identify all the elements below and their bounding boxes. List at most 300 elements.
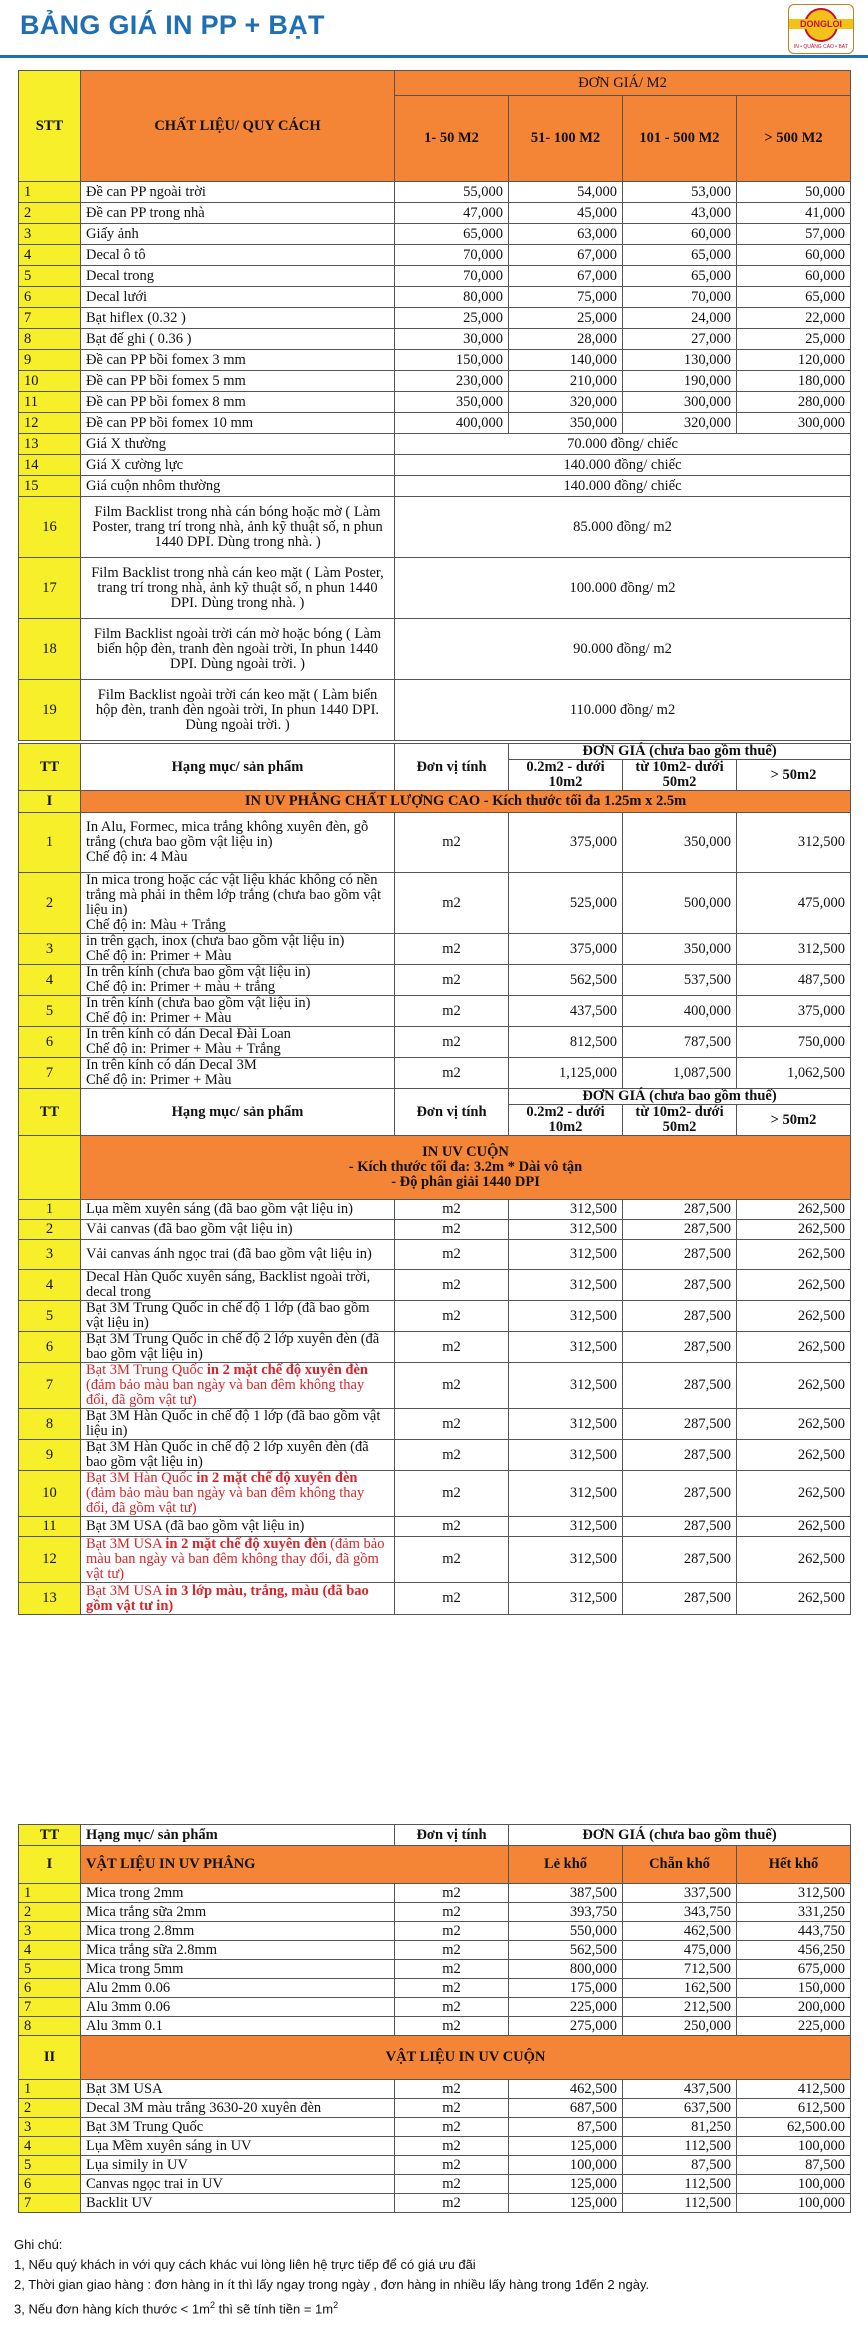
row-price: 87,500 xyxy=(737,2156,851,2175)
header-col-4: > 500 M2 xyxy=(737,96,851,182)
item-desc: Decal Hàn Quốc xuyên sáng, Backlist ngoài trời, decal trong xyxy=(86,1269,371,1300)
row-item: Lụa simily in UV xyxy=(81,2156,395,2175)
row-price: 312,500 xyxy=(509,1200,623,1220)
row-item xyxy=(81,1537,395,1583)
row-price: 70,000 xyxy=(395,266,509,287)
row-price: 60,000 xyxy=(623,224,737,245)
row-item: Alu 2mm 0.06 xyxy=(81,1979,395,1998)
row-price: 140.000 đồng/ chiếc xyxy=(395,455,851,476)
row-item: Alu 3mm 0.06 xyxy=(81,1998,395,2017)
row-price: 312,500 xyxy=(509,1332,623,1363)
row-price: 70,000 xyxy=(623,287,737,308)
row-item xyxy=(81,1200,395,1220)
row-price: 100.000 đồng/ m2 xyxy=(395,558,851,619)
row-price: 67,000 xyxy=(509,266,623,287)
row-item xyxy=(81,1332,395,1363)
page-title: BẢNG GIÁ IN PP + BẠT xyxy=(20,10,325,40)
table-row xyxy=(19,2175,851,2194)
row-tt: 6 xyxy=(19,2175,81,2194)
row-price: 262,500 xyxy=(737,1240,851,1270)
row-tt: 5 xyxy=(19,996,81,1027)
row-price: 812,500 xyxy=(509,1027,623,1058)
table-row xyxy=(19,1903,851,1922)
row-price: 150,000 xyxy=(395,350,509,371)
row-price: 190,000 xyxy=(623,371,737,392)
item-desc: In trên kính (chưa bao gồm vật liệu in) xyxy=(86,995,311,1011)
table-row xyxy=(19,266,851,287)
row-price: 212,500 xyxy=(623,1998,737,2017)
row-price: 67,000 xyxy=(509,245,623,266)
row-price: 27,000 xyxy=(623,329,737,350)
item-desc: Bạt 3M USA xyxy=(86,1582,166,1599)
row-price: 28,000 xyxy=(509,329,623,350)
row-price: 112,500 xyxy=(623,2194,737,2213)
uv-header-c3: > 50m2 xyxy=(737,760,851,791)
row-price: 375,000 xyxy=(509,813,623,873)
row-price: 712,500 xyxy=(623,1960,737,1979)
table-row xyxy=(19,2099,851,2118)
row-item: Mica trong 5mm xyxy=(81,1960,395,1979)
note-2: 2, Thời gian giao hàng : đơn hàng in ít thì lấy ngay trong ngày , đơn hàng in nhiều lấy hàng trong 1đến 2 ngày. xyxy=(14,2277,650,2292)
row-price: 100,000 xyxy=(737,2175,851,2194)
row-price: 65,000 xyxy=(395,224,509,245)
row-price: 331,250 xyxy=(737,1903,851,1922)
row-tt: 11 xyxy=(19,1517,81,1537)
row-price: 53,000 xyxy=(623,182,737,203)
row-tt: 8 xyxy=(19,1409,81,1440)
row-tt: 7 xyxy=(19,1998,81,2017)
row-unit: m2 xyxy=(395,1537,509,1583)
table-row xyxy=(19,1517,851,1537)
table-row xyxy=(19,224,851,245)
row-price: 350,000 xyxy=(509,413,623,434)
row-price: 262,500 xyxy=(737,1200,851,1220)
row-price: 375,000 xyxy=(509,934,623,965)
row-item: Alu 3mm 0.1 xyxy=(81,2017,395,2036)
row-item xyxy=(81,1440,395,1471)
row-price: 287,500 xyxy=(623,1332,737,1363)
row-tt: 1 xyxy=(19,1200,81,1220)
notes-title: Ghi chú: xyxy=(14,2237,63,2252)
mat-header-don-gia: ĐƠN GIÁ (chưa bao gồm thuế) xyxy=(509,1825,851,1846)
row-unit: m2 xyxy=(395,1409,509,1440)
row-price: 60,000 xyxy=(737,266,851,287)
row-price: 312,500 xyxy=(509,1409,623,1440)
table-row xyxy=(19,1440,851,1471)
item-desc: In mica trong hoặc các vật liệu khác không có nền trắng mà phải in thêm lớp trắng (chưa bao gồm vật liệu in) xyxy=(86,872,381,918)
item-desc: Bạt 3M Trung Quốc in chế độ 1 lớp (đã bao gồm vật liệu in) xyxy=(86,1300,370,1331)
row-tt: 2 xyxy=(19,2099,81,2118)
table-row xyxy=(19,2137,851,2156)
row-unit: m2 xyxy=(395,1583,509,1615)
row-price: 287,500 xyxy=(623,1240,737,1270)
row-price: 300,000 xyxy=(737,413,851,434)
table-row xyxy=(19,1301,851,1332)
row-price: 312,500 xyxy=(509,1363,623,1409)
row-unit: m2 xyxy=(395,1027,509,1058)
row-item: Mica trắng sữa 2.8mm xyxy=(81,1941,395,1960)
row-price: 312,500 xyxy=(509,1583,623,1615)
row-material: Film Backlist trong nhà cán bóng hoặc mờ ( Làm Poster, trang trí trong nhà, ảnh kỹ thuật số, n phun 1440 DPI. Dùng trong nhà. ) xyxy=(81,497,395,558)
row-material: Đề can PP trong nhà xyxy=(81,203,395,224)
row-price: 675,000 xyxy=(737,1960,851,1979)
row-price: 70,000 xyxy=(395,245,509,266)
row-item xyxy=(81,1240,395,1270)
row-item xyxy=(81,1027,395,1058)
row-price: 125,000 xyxy=(509,2137,623,2156)
row-price: 25,000 xyxy=(737,329,851,350)
row-price: 287,500 xyxy=(623,1440,737,1471)
row-price: 275,000 xyxy=(509,2017,623,2036)
row-price: 162,500 xyxy=(623,1979,737,1998)
mat-header-don-vi: Đơn vị tính xyxy=(395,1825,509,1846)
table-row xyxy=(19,2156,851,2175)
uv-roll-header-hang-muc: Hạng mục/ sản phẩm xyxy=(81,1089,395,1136)
row-unit: m2 xyxy=(395,1903,509,1922)
row-price: 487,500 xyxy=(737,965,851,996)
row-material: Decal lưới xyxy=(81,287,395,308)
row-item xyxy=(81,1301,395,1332)
brand-logo xyxy=(788,4,854,54)
row-unit: m2 xyxy=(395,813,509,873)
table-row xyxy=(19,455,851,476)
row-price: 312,500 xyxy=(509,1240,623,1270)
row-price: 287,500 xyxy=(623,1220,737,1240)
pp-bat-price-table xyxy=(18,70,851,741)
row-price: 287,500 xyxy=(623,1517,737,1537)
row-price: 54,000 xyxy=(509,182,623,203)
item-desc: Lụa mềm xuyên sáng (đã bao gồm vật liệu in) xyxy=(86,1201,353,1217)
row-item xyxy=(81,934,395,965)
table-row xyxy=(19,1471,851,1517)
row-price: 312,500 xyxy=(509,1440,623,1471)
mat-header-c2: Chẵn khổ xyxy=(623,1846,737,1884)
table-row xyxy=(19,1270,851,1301)
row-unit: m2 xyxy=(395,1922,509,1941)
table-row xyxy=(19,1537,851,1583)
row-price: 22,000 xyxy=(737,308,851,329)
row-price: 262,500 xyxy=(737,1440,851,1471)
row-tt: 1 xyxy=(19,813,81,873)
row-price: 63,000 xyxy=(509,224,623,245)
uv-roll-header-don-gia: ĐƠN GIÁ (chưa bao gồm thuế) xyxy=(509,1089,851,1105)
item-mode: Chế độ in: Màu + Trắng xyxy=(86,917,226,933)
row-item xyxy=(81,813,395,873)
uv-roll-title-2: - Kích thước tối đa: 3.2m * Dài vô tận xyxy=(348,1159,583,1175)
row-unit: m2 xyxy=(395,965,509,996)
row-unit: m2 xyxy=(395,2194,509,2213)
item-desc: Bạt 3M Hàn Quốc in chế độ 1 lớp (đã bao gồm vật liệu in) xyxy=(86,1408,381,1439)
header-don-gia: ĐƠN GIÁ/ M2 xyxy=(395,71,851,96)
row-price: 30,000 xyxy=(395,329,509,350)
row-item: Canvas ngọc trai in UV xyxy=(81,2175,395,2194)
mat-header-c1: Lẻ khổ xyxy=(509,1846,623,1884)
table-row xyxy=(19,476,851,497)
header-col-3: 101 - 500 M2 xyxy=(623,96,737,182)
item-note: (đảm bảo màu ban ngày và ban đêm không thay đổi, đã gồm vật tư) xyxy=(86,1536,385,1582)
row-tt: 1 xyxy=(19,2080,81,2099)
row-tt: 7 xyxy=(19,1058,81,1089)
row-price: 750,000 xyxy=(737,1027,851,1058)
item-mode: Chế độ in: Primer + màu + trắng xyxy=(86,979,276,995)
item-desc: Bạt 3M Trung Quốc xyxy=(86,1362,207,1378)
note-3: 3, Nếu đơn hàng kích thước < $1m^2$ thì sẽ tính tiền = $1m^2$ xyxy=(14,2300,339,2317)
row-price: 320,000 xyxy=(509,392,623,413)
row-price: 280,000 xyxy=(737,392,851,413)
uv-roll-header-don-vi: Đơn vị tính xyxy=(395,1089,509,1136)
row-price: 500,000 xyxy=(623,873,737,934)
row-price: 443,750 xyxy=(737,1922,851,1941)
row-material: Film Backlist ngoài trời cán mờ hoặc bóng ( Làm biển hộp đèn, tranh đèn ngoài trời, In phun 1440 DPI. Dùng ngoài trời. ) xyxy=(81,619,395,680)
table-row xyxy=(19,2017,851,2036)
row-price: 85.000 đồng/ m2 xyxy=(395,497,851,558)
row-price: 47,000 xyxy=(395,203,509,224)
row-item xyxy=(81,873,395,934)
mat-group2-title: VẬT LIỆU IN UV CUỘN xyxy=(81,2036,851,2080)
row-price: 81,250 xyxy=(623,2118,737,2137)
uv-roll-header-c1: 0.2m2 - dưới 10m2 xyxy=(509,1105,623,1136)
row-price: 200,000 xyxy=(737,1998,851,2017)
row-stt: 3 xyxy=(19,224,81,245)
row-item: Bạt 3M USA xyxy=(81,2080,395,2099)
row-price: 387,500 xyxy=(509,1884,623,1903)
table-row xyxy=(19,245,851,266)
row-unit: m2 xyxy=(395,873,509,934)
item-mode: Chế độ in: Primer + Màu xyxy=(86,1010,232,1026)
table-row xyxy=(19,1960,851,1979)
row-item: Mica trắng sữa 2mm xyxy=(81,1903,395,1922)
mat-header-c3: Hết khổ xyxy=(737,1846,851,1884)
row-material: Giá cuộn nhôm thường xyxy=(81,476,395,497)
table-row xyxy=(19,934,851,965)
item-mode: Chế độ in: Primer + Màu + Trắng xyxy=(86,1041,281,1057)
row-price: 62,500.00 xyxy=(737,2118,851,2137)
row-item: Backlit UV xyxy=(81,2194,395,2213)
row-price: 41,000 xyxy=(737,203,851,224)
row-item xyxy=(81,1471,395,1517)
header-col-1: 1- 50 M2 xyxy=(395,96,509,182)
item-desc: Bạt 3M Hàn Quốc xyxy=(86,1470,197,1486)
row-price: 225,000 xyxy=(509,1998,623,2017)
row-material: Film Backlist trong nhà cán keo mặt ( Làm Poster, trang trí trong nhà, ảnh kỹ thuật số, n phun 1440 DPI. Dùng trong nhà. ) xyxy=(81,558,395,619)
row-price: 475,000 xyxy=(623,1941,737,1960)
table-row xyxy=(19,434,851,455)
table-row xyxy=(19,1363,851,1409)
row-tt: 3 xyxy=(19,1240,81,1270)
uv-roll-title-3: - Độ phân giải 1440 DPI xyxy=(391,1174,540,1190)
row-unit: m2 xyxy=(395,1332,509,1363)
table-row xyxy=(19,371,851,392)
row-item xyxy=(81,1058,395,1089)
mat-header-hang-muc: Hạng mục/ sản phẩm xyxy=(81,1825,395,1846)
row-unit: m2 xyxy=(395,2137,509,2156)
row-price: 100,000 xyxy=(737,2194,851,2213)
row-tt: 2 xyxy=(19,873,81,934)
row-tt: 12 xyxy=(19,1537,81,1583)
row-stt: 19 xyxy=(19,680,81,741)
row-item xyxy=(81,1409,395,1440)
row-item: Lụa Mềm xuyên sáng in UV xyxy=(81,2137,395,2156)
row-price: 65,000 xyxy=(623,266,737,287)
uv-header-hang-muc: Hạng mục/ sản phẩm xyxy=(81,744,395,791)
row-price: 320,000 xyxy=(623,413,737,434)
row-tt: 7 xyxy=(19,1363,81,1409)
row-unit: m2 xyxy=(395,1200,509,1220)
row-material: Film Backlist ngoài trời cán keo mặt ( Làm biển hộp đèn, tranh đèn ngoài trời, In phun 1440 DPI. Dùng ngoài trời. ) xyxy=(81,680,395,741)
uv-roll-title-1: IN UV CUỘN xyxy=(422,1144,509,1160)
uv-roll-group-num xyxy=(19,1136,81,1200)
row-material: Giá X thường xyxy=(81,434,395,455)
row-tt: 3 xyxy=(19,2118,81,2137)
row-item xyxy=(81,1363,395,1409)
item-desc: Bạt 3M Trung Quốc in chế độ 2 lớp xuyên đèn (đã bao gồm vật liệu in) xyxy=(86,1331,380,1362)
row-tt: 4 xyxy=(19,1941,81,1960)
mat-header-tt: TT xyxy=(19,1825,81,1846)
row-price: 262,500 xyxy=(737,1409,851,1440)
row-stt: 12 xyxy=(19,413,81,434)
table-row xyxy=(19,2080,851,2099)
item-mode: Chế độ in: Primer + Màu xyxy=(86,1072,232,1088)
row-price: 800,000 xyxy=(509,1960,623,1979)
row-item: Decal 3M màu trắng 3630-20 xuyên đèn xyxy=(81,2099,395,2118)
row-material: Bạt đế ghi ( 0.36 ) xyxy=(81,329,395,350)
row-stt: 2 xyxy=(19,203,81,224)
row-stt: 10 xyxy=(19,371,81,392)
table-row xyxy=(19,1240,851,1270)
row-item xyxy=(81,1583,395,1615)
row-price: 475,000 xyxy=(737,873,851,934)
row-unit: m2 xyxy=(395,1471,509,1517)
row-price: 537,500 xyxy=(623,965,737,996)
logo-tagline: IN • QUẢNG CÁO • BẠT xyxy=(793,44,849,50)
table-row xyxy=(19,329,851,350)
uv-roll-header-tt: TT xyxy=(19,1089,81,1136)
row-price: 43,000 xyxy=(623,203,737,224)
row-price: 562,500 xyxy=(509,965,623,996)
row-unit: m2 xyxy=(395,1941,509,1960)
row-price: 400,000 xyxy=(395,413,509,434)
row-price: 262,500 xyxy=(737,1583,851,1615)
row-tt: 9 xyxy=(19,1440,81,1471)
row-tt: 5 xyxy=(19,1960,81,1979)
row-unit: m2 xyxy=(395,1270,509,1301)
row-stt: 18 xyxy=(19,619,81,680)
row-price: 350,000 xyxy=(395,392,509,413)
row-tt: 3 xyxy=(19,1922,81,1941)
row-price: 225,000 xyxy=(737,2017,851,2036)
row-price: 60,000 xyxy=(737,245,851,266)
row-price: 375,000 xyxy=(737,996,851,1027)
item-desc: In trên kính (chưa bao gồm vật liệu in) xyxy=(86,964,311,980)
row-price: 1,125,000 xyxy=(509,1058,623,1089)
uv-roll-header-c3: > 50m2 xyxy=(737,1105,851,1136)
row-price: 437,500 xyxy=(509,996,623,1027)
row-price: 287,500 xyxy=(623,1409,737,1440)
row-price: 55,000 xyxy=(395,182,509,203)
table-row xyxy=(19,1941,851,1960)
row-unit: m2 xyxy=(395,1301,509,1332)
item-desc: Vải canvas (đã bao gồm vật liệu in) xyxy=(86,1221,293,1237)
row-tt: 5 xyxy=(19,2156,81,2175)
row-item: Mica trong 2.8mm xyxy=(81,1922,395,1941)
item-desc: Vải canvas ánh ngọc trai (đã bao gồm vật liệu in) xyxy=(86,1246,372,1262)
item-mode: Chế độ in: Primer + Màu xyxy=(86,948,232,964)
table-row xyxy=(19,1027,851,1058)
row-item: Bạt 3M Trung Quốc xyxy=(81,2118,395,2137)
row-material: Đề can PP bồi fomex 8 mm xyxy=(81,392,395,413)
row-price: 75,000 xyxy=(509,287,623,308)
table-row xyxy=(19,2194,851,2213)
row-price: 70.000 đồng/ chiếc xyxy=(395,434,851,455)
notes xyxy=(14,2235,649,2319)
row-price: 637,500 xyxy=(623,2099,737,2118)
row-material: Đề can PP ngoài trời xyxy=(81,182,395,203)
row-price: 287,500 xyxy=(623,1471,737,1517)
row-price: 287,500 xyxy=(623,1301,737,1332)
row-price: 175,000 xyxy=(509,1979,623,1998)
row-tt: 5 xyxy=(19,1301,81,1332)
header-stt: STT xyxy=(19,71,81,182)
row-price: 87,500 xyxy=(509,2118,623,2137)
row-price: 312,500 xyxy=(509,1301,623,1332)
row-item xyxy=(81,1517,395,1537)
row-price: 45,000 xyxy=(509,203,623,224)
item-desc: In trên kính có dán Decal 3M xyxy=(86,1057,257,1073)
row-tt: 10 xyxy=(19,1471,81,1517)
row-stt: 15 xyxy=(19,476,81,497)
row-price: 262,500 xyxy=(737,1363,851,1409)
row-price: 125,000 xyxy=(509,2194,623,2213)
row-price: 312,500 xyxy=(737,813,851,873)
note-3b: thì sẽ tính tiền = 1m xyxy=(214,2301,334,2317)
table-row xyxy=(19,619,851,680)
row-material: Decal trong xyxy=(81,266,395,287)
row-price: 393,750 xyxy=(509,1903,623,1922)
row-stt: 7 xyxy=(19,308,81,329)
row-price: 312,500 xyxy=(509,1537,623,1583)
table-row xyxy=(19,287,851,308)
row-price: 25,000 xyxy=(509,308,623,329)
row-stt: 11 xyxy=(19,392,81,413)
table-row xyxy=(19,1220,851,1240)
row-tt: 6 xyxy=(19,1332,81,1363)
row-price: 1,062,500 xyxy=(737,1058,851,1089)
row-price: 550,000 xyxy=(509,1922,623,1941)
row-unit: m2 xyxy=(395,934,509,965)
row-tt: 4 xyxy=(19,2137,81,2156)
note-1: 1, Nếu quý khách in với quy cách khác vui lòng liên hệ trực tiếp để có giá ưu đãi xyxy=(14,2257,476,2272)
table-row xyxy=(19,813,851,873)
uv-flat-group-title: IN UV PHẲNG CHẤT LƯỢNG CAO - Kích thước tối đa 1.25m x 2.5m xyxy=(81,791,851,813)
header-col-2: 51- 100 M2 xyxy=(509,96,623,182)
mat-group1-title: VẬT LIỆU IN UV PHẲNG xyxy=(81,1846,509,1884)
row-price: 112,500 xyxy=(623,2175,737,2194)
item-desc: Bạt 3M USA xyxy=(86,1536,166,1552)
row-stt: 5 xyxy=(19,266,81,287)
row-price: 687,500 xyxy=(509,2099,623,2118)
row-material: Đề can PP bồi fomex 3 mm xyxy=(81,350,395,371)
row-price: 87,500 xyxy=(623,2156,737,2175)
row-price: 65,000 xyxy=(623,245,737,266)
mat-group2-num: II xyxy=(19,2036,81,2080)
row-price: 25,000 xyxy=(395,308,509,329)
row-stt: 4 xyxy=(19,245,81,266)
table-row xyxy=(19,413,851,434)
table-row xyxy=(19,392,851,413)
row-price: 300,000 xyxy=(623,392,737,413)
row-tt: 1 xyxy=(19,1884,81,1903)
row-price: 140.000 đồng/ chiếc xyxy=(395,476,851,497)
